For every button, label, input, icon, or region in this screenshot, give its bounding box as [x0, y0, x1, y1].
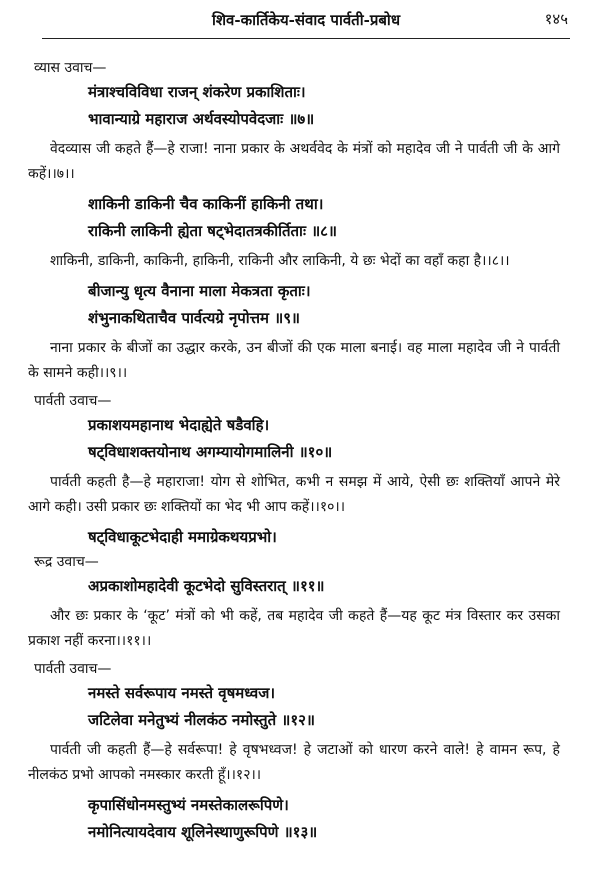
- verse-line: शाकिनी डाकिनी चैव काकिनीं हाकिनी तथा।: [88, 195, 324, 213]
- speaker-line: पार्वती उवाच—: [34, 393, 112, 409]
- speaker-line: रूद्र उवाच—: [34, 554, 99, 570]
- page-content: [28, 39, 560, 846]
- speaker-line: व्यास उवाच—: [34, 60, 107, 76]
- page-header: [42, 0, 570, 39]
- commentary-paragraph: पार्वती कहती है—हे महाराजा! योग से शोभित, कभी न समझ में आये, ऐसी छः शक्तियाँ आपने मेरे आगे कही। उसी प्रकार छः शक्तियों का भेद भी आप कहें।।१०।।: [28, 474, 560, 515]
- verse-line: राकिनी लाकिनी ह्येता षट्भेदातत्रकीर्तिताः ॥८॥: [88, 222, 337, 240]
- verse-line: कृपासिंधोनमस्तुभ्यं नमस्तेकालरूपिणे।: [88, 796, 289, 814]
- verse-line: शंभुनाकथिताचैव पार्वत्यग्रे नृपोत्तम ॥९॥: [88, 309, 301, 327]
- verse-line: नमस्ते सर्वरूपाय नमस्ते वृषमध्वज।: [88, 684, 276, 702]
- commentary-paragraph: वेदव्यास जी कहते हैं—हे राजा! नाना प्रकार के अथर्ववेद के मंत्रों को महादेव जी ने पार्वती जी के आगे कहें।।७।।: [28, 141, 560, 182]
- verse-line: भावान्याग्रे महाराज अर्थवस्योपवेदजाः ॥७॥: [88, 110, 315, 128]
- commentary-paragraph: शाकिनी, डाकिनी, काकिनी, हाकिनी, राकिनी और लाकिनी, ये छः भेदों का वहाँ कहा है।।८।।: [50, 253, 510, 269]
- page-number: १४५: [544, 10, 568, 28]
- verse-line: अप्रकाशोमहादेवी कूटभेदो सुविस्तरात् ॥११॥: [88, 577, 325, 595]
- commentary-paragraph: और छः प्रकार के ‘कूट’ मंत्रों को भी कहें, तब महादेव जी कहते हैं—यह कूट मंत्र विस्तार कर उसका प्रकाश नहीं करना।।११।।: [28, 608, 560, 649]
- verse-line: मंत्राश्चविविधा राजन् शंकरेण प्रकाशिताः।: [88, 83, 306, 101]
- verse-line: बीजान्यु धृत्य वैनाना माला मेकत्रता कृताः।: [88, 282, 311, 300]
- verse-line: जटिलेवा मनेतुभ्यं नीलकंठ नमोस्तुते ॥१२॥: [88, 711, 315, 729]
- verse-line: षट्विधाकूटभेदाही ममाग्रेकथयप्रभो।: [88, 528, 277, 546]
- verse-line: षट्विधाशक्तयोनाथ अगम्यायोगमालिनी ॥१०॥: [88, 443, 333, 461]
- verse-line: नमोनित्यायदेवाय शूलिनेस्थाणुरूपिणे ॥१३॥: [88, 823, 318, 841]
- commentary-paragraph: पार्वती जी कहती हैं—हे सर्वरूपा! हे वृषभध्वज! हे जटाओं को धारण करने वाले! हे वामन रूप, हे नीलकंठ प्रभो आपको नमस्कार करती हूँ।।१२।।: [28, 742, 560, 783]
- verse-line: प्रकाशयमहानाथ भेदाह्येते षडैवहि।: [88, 416, 270, 434]
- running-title: शिव-कार्तिकेय-संवाद पार्वती-प्रबोध: [211, 11, 401, 29]
- commentary-paragraph: नाना प्रकार के बीजों का उद्धार करके, उन बीजों की एक माला बनाई। वह माला महादेव जी ने पार्वती के सामने कही।।९।।: [28, 340, 560, 381]
- speaker-line: पार्वती उवाच—: [34, 661, 112, 677]
